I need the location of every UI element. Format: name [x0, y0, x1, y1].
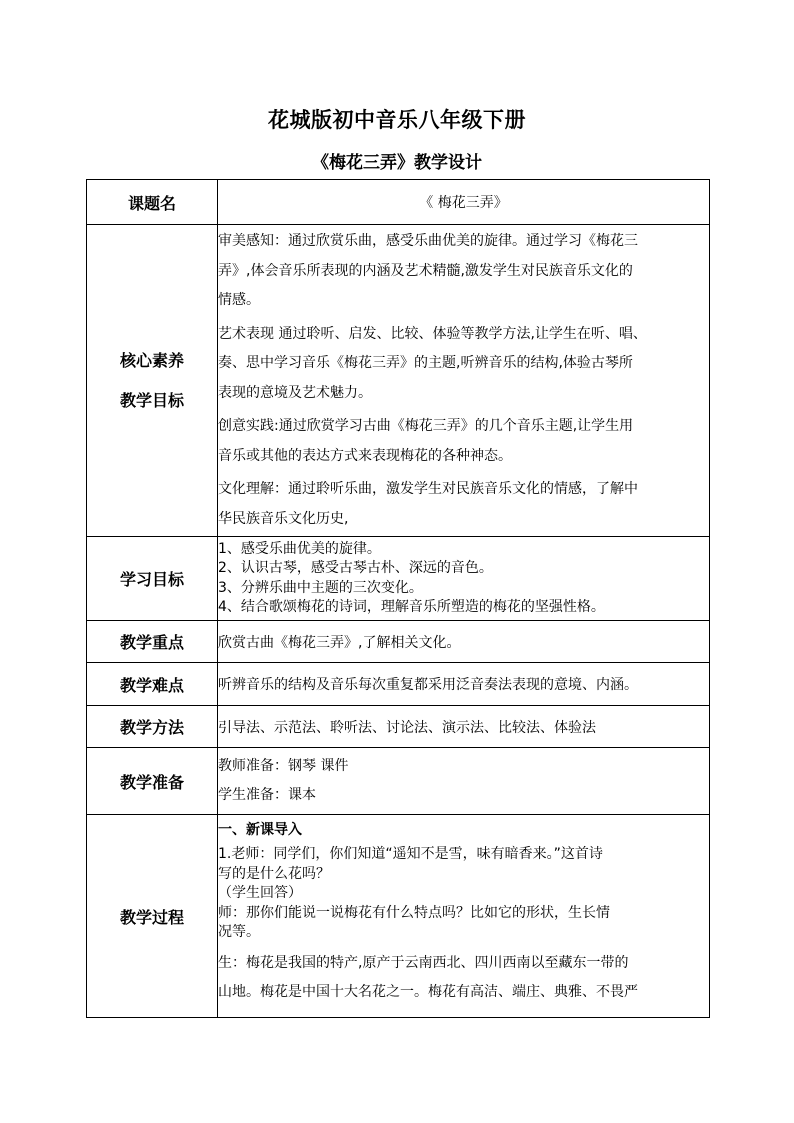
- row-label-topic: 课题名: [87, 180, 218, 225]
- core-paragraph-culture: [218, 475, 709, 534]
- text-line: 艺术表现 通过聆听、启发、比较、体验等教学方法,让学生在听、唱、: [218, 325, 647, 342]
- teacher-prep: 教师准备：钢琴 课件: [218, 757, 349, 774]
- text-line: 况等。: [218, 924, 260, 940]
- process-content: [218, 815, 710, 1018]
- document-subtitle: 《梅花三弄》教学设计: [312, 153, 482, 173]
- table-row-methods: [87, 706, 710, 748]
- goals-content: [218, 537, 710, 621]
- text-line: （学生回答）: [218, 885, 302, 901]
- table-row-topic: [87, 180, 710, 225]
- text-line: 奏、思中学习音乐《梅花三弄》的主题,听辨音乐的结构,体验古琴所: [218, 355, 633, 371]
- row-label-core-line2: 教学目标: [119, 390, 184, 410]
- text-line: 华民族音乐文化历史,: [218, 510, 349, 527]
- table-row-goals: [87, 537, 710, 621]
- process-heading: 一、新课导入: [218, 822, 302, 838]
- lesson-plan-table: [86, 179, 710, 1018]
- methods-value: 引导法、示范法、聆听法、讨论法、演示法、比较法、体验法: [218, 706, 710, 748]
- text-line: 创意实践:通过欣赏学习古曲《梅花三弄》的几个音乐主题,让学生用: [218, 418, 634, 434]
- text-line: 1.老师：同学们，你们知道“遥知不是雪，味有暗香来。”这首诗: [218, 846, 603, 862]
- row-label-key: 教学重点: [87, 621, 218, 663]
- key-value: 欣赏古曲《梅花三弄》,了解相关文化。: [218, 621, 710, 663]
- table-row-difficulty: [87, 663, 710, 706]
- row-label-methods: 教学方法: [87, 706, 218, 748]
- difficulty-value: 听辨音乐的结构及音乐每次重复都采用泛音奏法表现的意境、内涵。: [218, 663, 710, 706]
- row-label-process: 教学过程: [87, 815, 218, 1018]
- text-line: 审美感知：通过欣赏乐曲，感受乐曲优美的旋律。通过学习《梅花三: [218, 233, 638, 249]
- table-row-process: [87, 815, 710, 1018]
- core-paragraph-creative: [218, 412, 709, 471]
- prep-content: [218, 748, 710, 815]
- text-line: 文化理解：通过聆听乐曲，激发学生对民族音乐文化的情感，了解中: [218, 481, 638, 497]
- goal-item: 2、认识古琴，感受古琴古朴、深远的音色。: [218, 560, 493, 576]
- text-line: 情感。: [218, 292, 260, 308]
- text-line: 师：那你们能说一说梅花有什么特点吗？比如它的形状，生长情: [218, 904, 610, 921]
- text-line: 生：梅花是我国的特产,原产于云南西北、四川西南以至藏东一带的: [218, 954, 629, 971]
- table-row-core: [87, 225, 710, 537]
- core-content: [218, 225, 710, 537]
- core-paragraph-aesthetic: [218, 227, 709, 316]
- row-label-goals: 学习目标: [87, 537, 218, 621]
- student-prep: 学生准备：课本: [218, 787, 316, 803]
- text-line: 音乐或其他的表达方式来表现梅花的各种神态。: [218, 447, 512, 464]
- text-line: 表现的意境及艺术魅力。: [218, 384, 372, 401]
- row-label-prep: 教学准备: [87, 748, 218, 815]
- document-title: 花城版初中音乐八年级下册: [268, 108, 526, 132]
- goal-item: 4、结合歌颂梅花的诗词，理解音乐所塑造的梅花的坚强性格。: [218, 599, 605, 615]
- row-label-core-line1: 核心素养: [119, 350, 184, 370]
- goal-item: 3、分辨乐曲中主题的三次变化。: [218, 579, 423, 596]
- table-row-prep: [87, 748, 710, 815]
- row-label-core: [87, 225, 218, 537]
- topic-value: 《 梅花三弄》: [218, 180, 710, 225]
- text-line: 弄》,体会音乐所表现的内涵及艺术精髓,激发学生对民族音乐文化的: [218, 262, 633, 279]
- table-row-key: [87, 621, 710, 663]
- goal-item: 1、感受乐曲优美的旋律。: [218, 540, 381, 557]
- text-line: 写的是什么花吗？: [218, 865, 330, 882]
- row-label-difficulty: 教学难点: [87, 663, 218, 706]
- text-line: 山地。梅花是中国十大名花之一。梅花有高洁、端庄、典雅、不畏严: [218, 984, 638, 1000]
- core-paragraph-expression: [218, 320, 709, 409]
